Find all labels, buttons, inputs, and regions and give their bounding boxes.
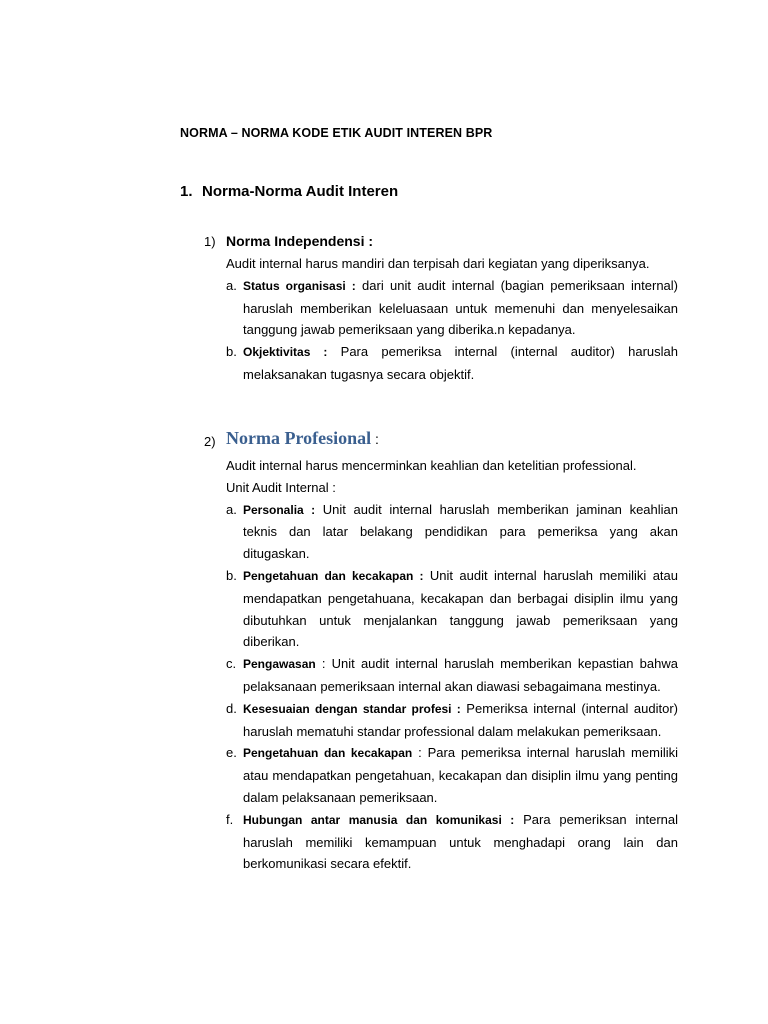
- item-label: Personalia :: [243, 502, 316, 517]
- item-marker: f.: [226, 811, 234, 827]
- item-label: Okjektivitas :: [243, 345, 328, 360]
- norm-number: 2): [204, 434, 216, 449]
- norm-profesional: [204, 428, 679, 875]
- list-item: [204, 698, 678, 743]
- list-item: [204, 499, 678, 565]
- norm-title: [226, 428, 379, 451]
- item-marker: d.: [226, 700, 237, 716]
- document-title: NORMA – NORMA KODE ETIK AUDIT INTEREN BPR: [180, 126, 493, 140]
- section-number: 1.: [180, 183, 193, 200]
- norm-number: 1): [204, 234, 216, 249]
- item-label: Pengetahuan dan kecakapan: [243, 746, 413, 761]
- item-text: Unit audit internal haruslah memiliki atau mendapatkan pengetahuana, kecakapan dan berbagai disiplin ilmu yang dibutuhkan untuk menjalankan tanggung jawab pemeriksaan yang diberikan.: [243, 567, 678, 650]
- item-marker: a.: [226, 501, 237, 517]
- item-marker: e.: [226, 745, 237, 761]
- item-marker: b.: [226, 344, 237, 360]
- item-text: Unit audit internal haruslah memberikan jaminan keahlian teknis dan latar belakang pendidikan para pemeriksa yang akan ditugaskan.: [243, 501, 678, 562]
- item-marker: b.: [226, 567, 237, 583]
- section-heading: [180, 181, 398, 203]
- list-item: [204, 653, 678, 698]
- item-text: dari unit audit internal (bagian pemeriksaan internal) haruslah memberikan keleluasaan untuk memenuhi dan menyelesaikan tanggung jawab pemeriksaan yang diberika.n kepadanya.: [243, 277, 678, 338]
- norm-independensi: [204, 231, 678, 386]
- norm-title-colon: :: [371, 431, 379, 447]
- item-text: Para pemeriksa internal (internal auditor) haruslah melaksanakan tugasnya secara objektif.: [243, 344, 678, 382]
- list-item: [204, 565, 678, 653]
- item-label: Pengawasan: [243, 657, 316, 672]
- list-item: [204, 341, 678, 386]
- list-item: [204, 809, 678, 875]
- list-item: [204, 742, 678, 808]
- item-marker: c.: [226, 656, 237, 672]
- norm-heading: [204, 428, 678, 455]
- item-marker: a.: [226, 277, 237, 293]
- item-label: Kesesuaian dengan standar profesi :: [243, 701, 461, 716]
- item-text: Pemeriksa internal (internal auditor) haruslah mematuhi standar professional dalam melakukan pemeriksaan.: [243, 700, 678, 739]
- section-title: Norma-Norma Audit Interen: [202, 183, 399, 200]
- norm-heading: [204, 231, 678, 253]
- norm-item-list: [204, 275, 678, 386]
- list-item: [204, 275, 678, 341]
- norm-intro: Audit internal harus mandiri dan terpisah dari kegiatan yang diperiksanya.: [226, 256, 650, 271]
- item-label: Hubungan antar manusia dan komunikasi :: [243, 812, 515, 827]
- norm-title-text: Norma Profesional: [226, 428, 372, 448]
- item-text: Para pemeriksan internal haruslah memiliki kemampuan untuk menghadapi orang lain dan berkomunikasi secara efektif.: [243, 811, 678, 872]
- norm-subheading: Unit Audit Internal :: [226, 479, 336, 495]
- item-label: Pengetahuan dan kecakapan :: [243, 568, 424, 583]
- norm-title: Norma Independensi :: [226, 233, 374, 249]
- norm-intro: Audit internal harus mencerminkan keahlian dan ketelitian professional.: [226, 458, 637, 473]
- item-label: Status organisasi :: [243, 278, 356, 293]
- norm-item-list: [204, 499, 678, 876]
- item-text: : Para pemeriksa internal haruslah memiliki atau mendapatkan pengetahuan, kecakapan dan disiplin ilmu yang penting dalam pelaksanaan pemeriksaan.: [243, 745, 679, 805]
- item-text: : Unit audit internal haruslah memberikan kepastian bahwa pelaksanaan pemeriksaan internal akan diawasi sebagaimana mestinya.: [243, 656, 678, 694]
